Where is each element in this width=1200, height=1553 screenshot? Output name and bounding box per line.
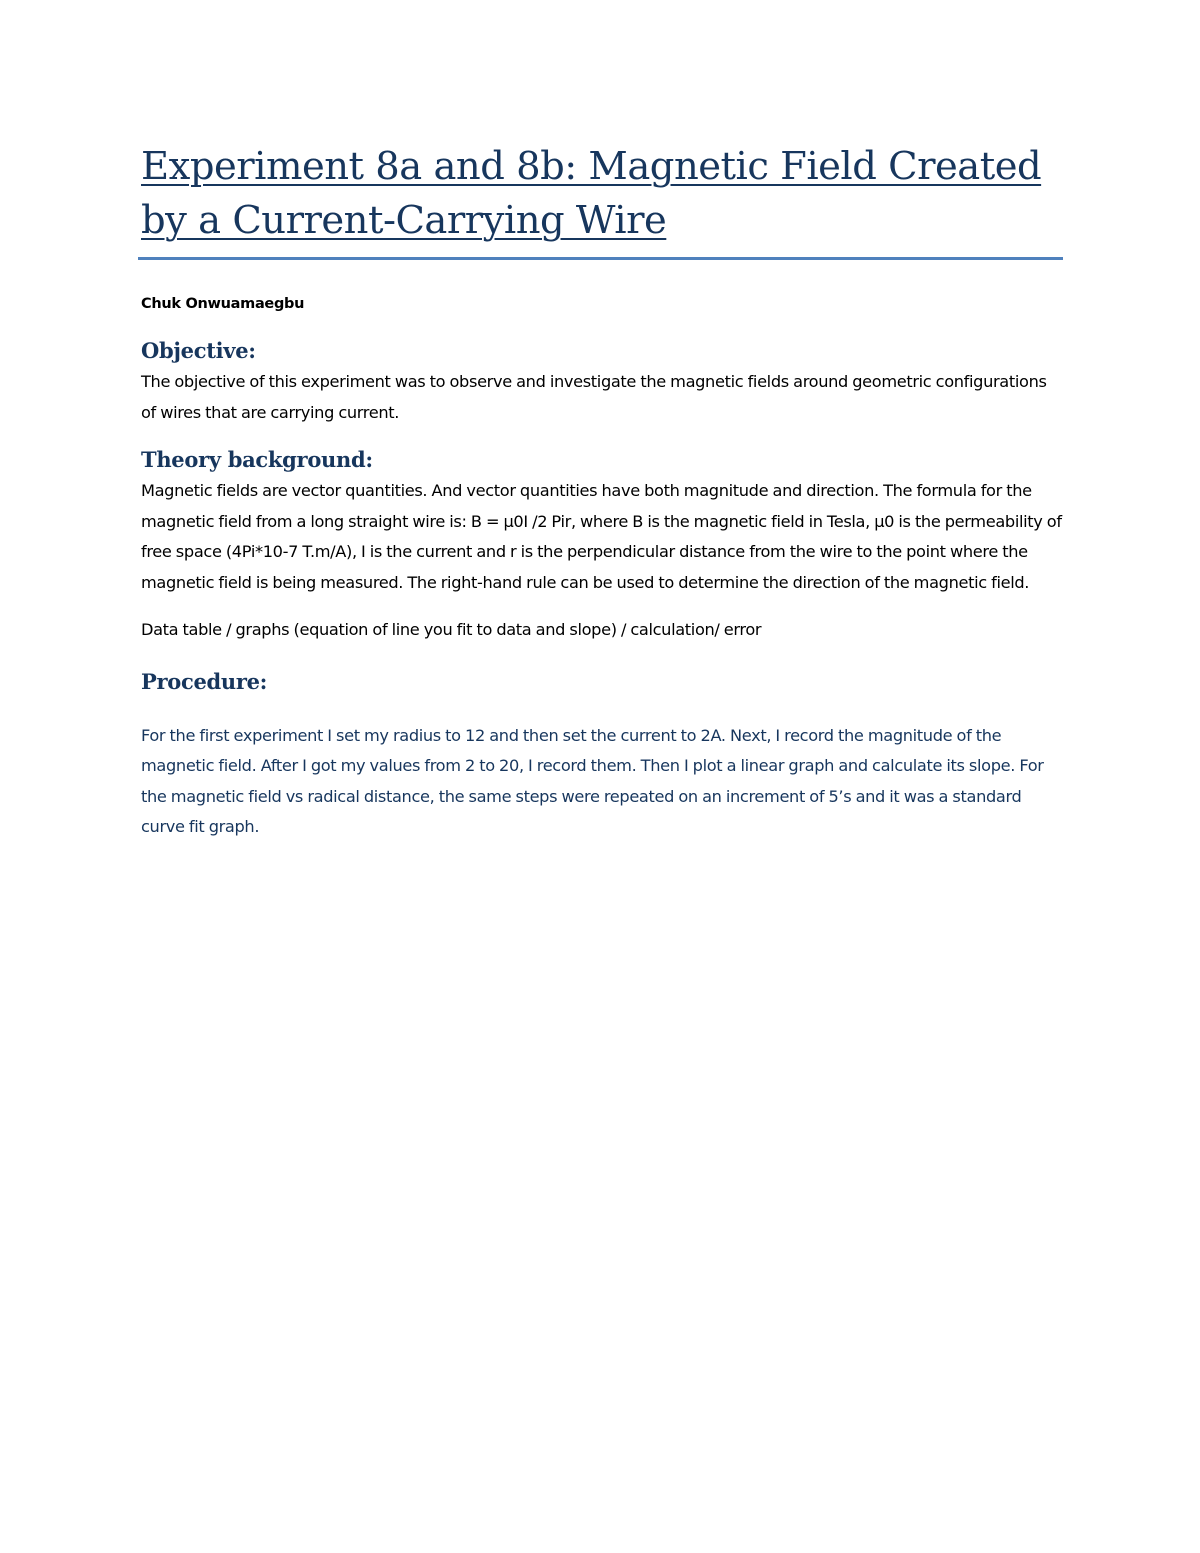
theory-heading: Theory background: bbox=[141, 447, 373, 472]
theory-paragraph: Magnetic fields are vector quantities. And vector quantities have both magnitude and direction. The formula for the magnetic field from a long straight wire is: B = µ0I /2 Pir, where B is the magnetic field in Tesla, µ0 is the permeability of free space (4Pi*10-7 T.m/A), I is the current and r is the perpendicular distance from the wire to the point where the magnetic field is being measured. The right-hand rule can be used to determine the direction of the magnetic field. bbox=[141, 481, 1062, 592]
objective-paragraph: The objective of this experiment was to observe and investigate the magnetic fields around geometric configurations of wires that are carrying current. bbox=[141, 372, 1047, 422]
document-page bbox=[141, 140, 1063, 843]
data-note-paragraph: Data table / graphs (equation of line you fit to data and slope) / calculation/ error bbox=[141, 620, 762, 639]
author-name: Chuk Onwuamaegbu bbox=[141, 296, 305, 312]
document-title: Experiment 8a and 8b: Magnetic Field Created by a Current-Carrying Wire bbox=[141, 144, 1042, 243]
procedure-paragraph: For the first experiment I set my radius to 12 and then set the current to 2A. Next, I record the magnitude of the magnetic field. After I got my values from 2 to 20, I record them. Then I plot a linear graph and calculate its slope. For the magnetic field vs radical distance, the same steps were repeated on an increment of 5’s and it was a standard curve fit graph. bbox=[141, 725, 1044, 836]
objective-heading: Objective: bbox=[141, 338, 256, 363]
procedure-heading: Procedure: bbox=[141, 668, 268, 694]
title-divider bbox=[138, 257, 1063, 260]
